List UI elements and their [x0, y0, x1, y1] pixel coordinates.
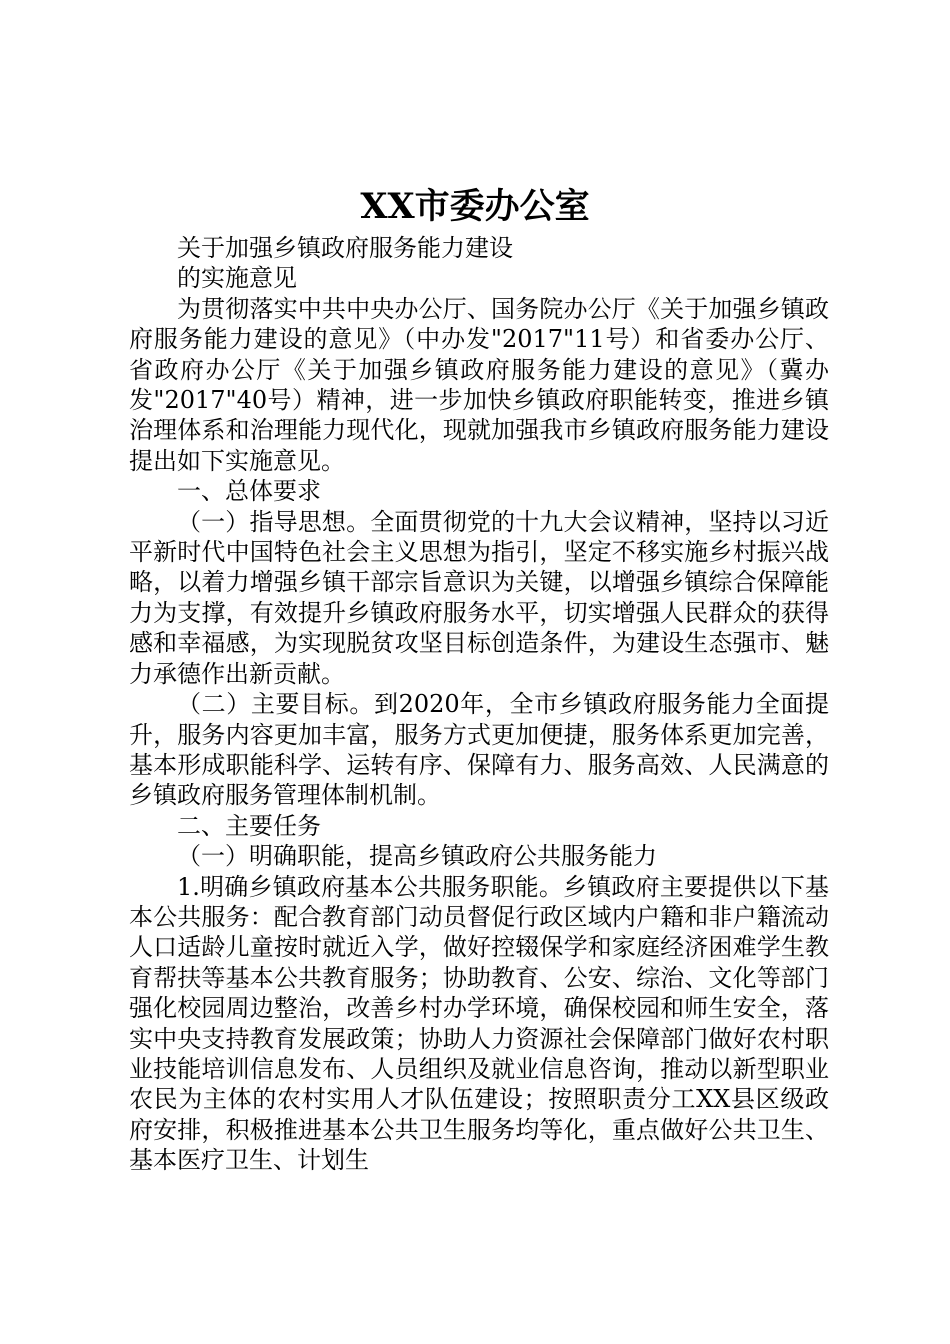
- document-subtitle-line1: 关于加强乡镇政府服务能力建设: [177, 234, 513, 262]
- document-subtitle-line2: 的实施意见: [177, 264, 297, 293]
- document-title: XX市委办公室: [360, 186, 590, 227]
- section2-subheading: （一）明确职能，提高乡镇政府公共服务能力: [177, 842, 657, 871]
- main-goal-paragraph: （二）主要目标。到2020年，全市乡镇政府服务能力全面提升，服务内容更加丰富，服务方式更加便捷，服务体系更加完善，基本形成职能科学、运转有序、保障有力、服务高效、人民满意的乡镇政府服务管理体制机制。: [129, 690, 829, 810]
- section1-heading: 一、总体要求: [177, 477, 321, 506]
- intro-paragraph: 为贯彻落实中共中央办公厅、国务院办公厅《关于加强乡镇政府服务能力建设的意见》（中办发"2017"11号）和省委办公厅、省政府办公厅《关于加强乡镇政府服务能力建设的意见》（冀办发"2017"40号）精神，进一步加快乡镇政府职能转变，推进乡镇治理体系和治理能力现代化，现就加强我市乡镇政府服务能力建设提出如下实施意见。: [129, 294, 829, 475]
- section2-heading: 二、主要任务: [177, 811, 321, 840]
- task-item-paragraph: 1.明确乡镇政府基本公共服务职能。乡镇政府主要提供以下基本公共服务：配合教育部门动员督促行政区域内户籍和非户籍流动人口适龄儿童按时就近入学，做好控辍保学和家庭经济困难学生教育帮扶等基本公共教育服务；协助教育、公安、综治、文化等部门强化校园周边整治，改善乡村办学环境，确保校园和师生安全，落实中央支持教育发展政策；协助人力资源社会保障部门做好农村职业技能培训信息发布、人员组织及就业信息咨询，推动以新型职业农民为主体的农村实用人才队伍建设；按照职责分工XX县区级政府安排，积极推进基本公共卫生服务均等化，重点做好公共卫生、基本医疗卫生、计划生: [129, 872, 829, 1175]
- document-body: [129, 233, 829, 1176]
- guiding-thought-paragraph: （一）指导思想。全面贯彻党的十九大会议精神，坚持以习近平新时代中国特色社会主义思想为指引，坚定不移实施乡村振兴战略，以着力增强乡镇干部宗旨意识为关键，以增强乡镇综合保障能力为支撑，有效提升乡镇政府服务水平，切实增强人民群众的获得感和幸福感，为实现脱贫攻坚目标创造条件，为建设生态强市、魅力承德作出新贡献。: [129, 507, 829, 688]
